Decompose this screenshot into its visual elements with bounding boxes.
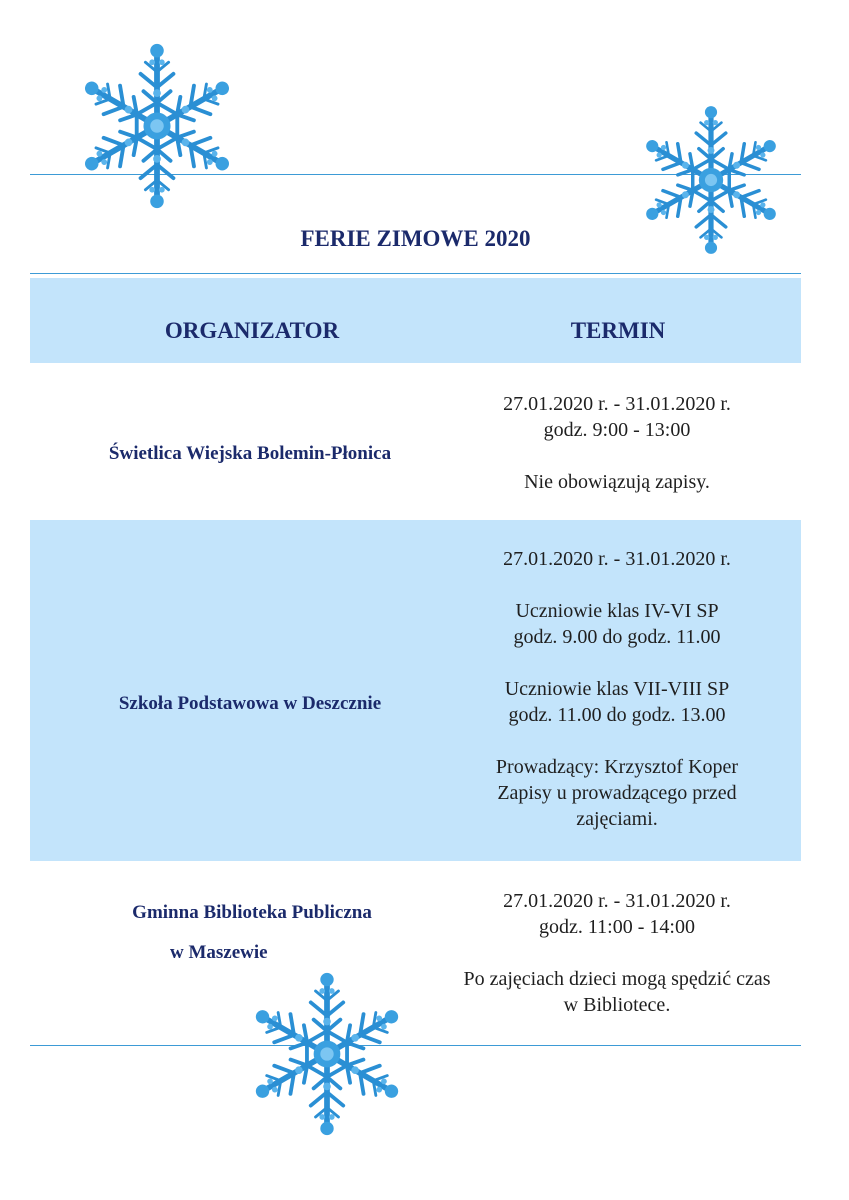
term-details: 27.01.2020 r. - 31.01.2020 r. godz. 9:00 - 13:00 Nie obowiązują zapisy. [503, 393, 731, 493]
title-rule [30, 273, 801, 274]
snowflake-icon [243, 965, 411, 1143]
organizer-name: Gminna Biblioteka Publiczna w Maszewie [132, 902, 372, 963]
page-title: FERIE ZIMOWE 2020 [300, 226, 531, 251]
organizer-name: Świetlica Wiejska Bolemin-Płonica [108, 443, 392, 464]
term-details: 27.01.2020 r. - 31.01.2020 r. godz. 11:00 - 14:00 Po zajęciach dzieci mogą spędzić czas w Bibliotece. [463, 890, 771, 1016]
snowflake-icon [72, 36, 242, 216]
column-header-term: TERMIN [570, 318, 666, 343]
term-details: 27.01.2020 r. - 31.01.2020 r. Uczniowie klas IV-VI SP godz. 9.00 do godz. 11.00 Uczniowie klas VII-VIII SP godz. 11.00 do godz. 13.00 Prowadzący: Krzysztof Koper Zapisy u prowadzącego przed zajęciami. [495, 548, 739, 830]
column-header-organizer: ORGANIZATOR [164, 318, 340, 343]
organizer-name: Szkoła Podstawowa w Deszcznie [118, 693, 382, 714]
bottom-rule [30, 1045, 801, 1046]
